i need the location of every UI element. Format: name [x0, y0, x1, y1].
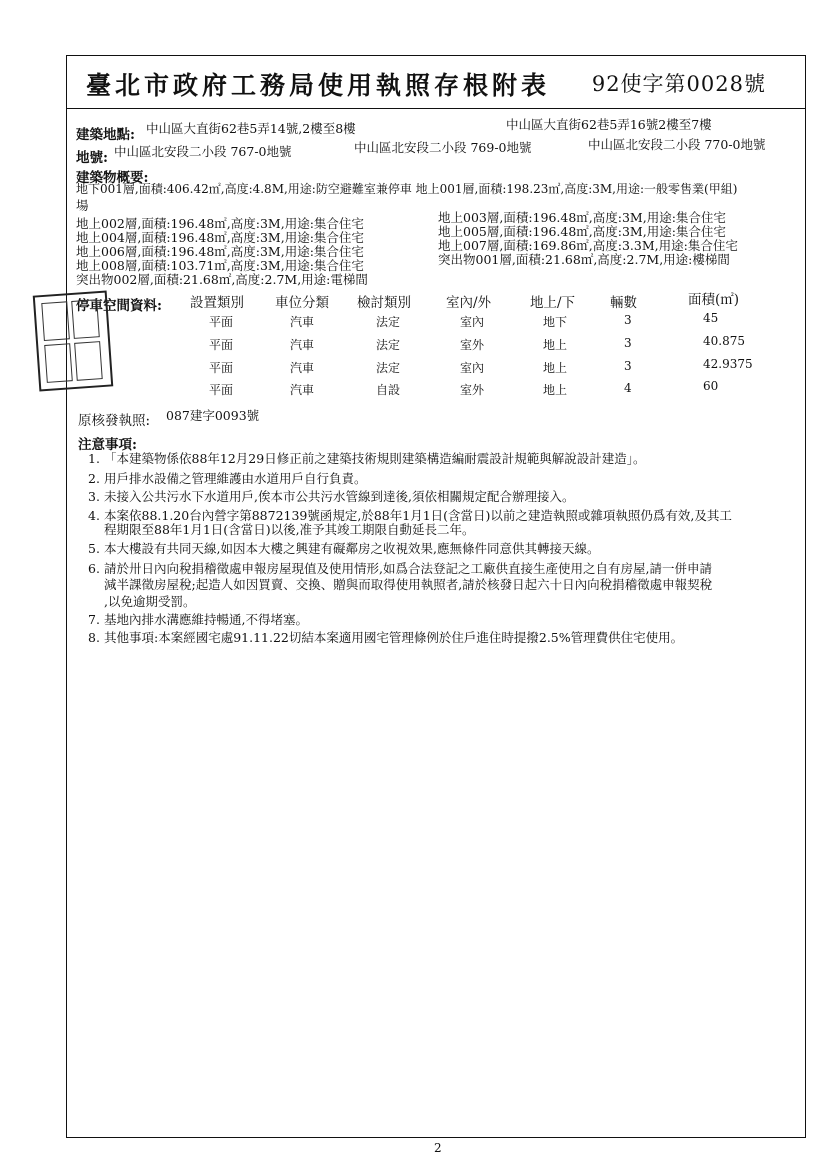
note-item — [88, 630, 683, 646]
note-item — [88, 451, 645, 467]
note-number: 4. — [88, 508, 100, 523]
note-number: 5. — [88, 541, 100, 556]
note-number: 7. — [88, 612, 100, 627]
notes-label: 注意事項: — [78, 437, 137, 453]
parking-cell: 3 — [624, 359, 632, 373]
parking-cell: 室外 — [460, 338, 485, 352]
parking-cell: 法定 — [376, 361, 401, 375]
parking-cell: 地下 — [543, 315, 568, 329]
note-item — [88, 541, 599, 557]
parking-cell: 平面 — [209, 315, 234, 329]
note-text: 未接入公共污水下水道用戶,俟本市公共污水管線到達後,須依相關規定配合辦理接入。 — [104, 489, 575, 504]
note-number: 1. — [88, 451, 100, 466]
note-text: 程期限至88年1月1日(含當日)以後,准予其竣工期限自動延長二年。 — [104, 522, 475, 537]
parking-header: 輛數 — [610, 295, 637, 311]
parking-cell: 42.9375 — [703, 357, 753, 371]
original-permit-label: 原核發執照: — [78, 413, 151, 429]
parking-cell: 60 — [703, 379, 719, 393]
lot-item: 中山區北安段二小段 770-0地號 — [588, 137, 766, 152]
parking-header: 車位分類 — [275, 295, 329, 311]
lot-item: 中山區北安段二小段 767-0地號 — [114, 144, 292, 159]
overview-line: 地下001層,面積:406.42㎡,高度:4.8M,用途:防空避難室兼停車 地上001層,面積:198.23㎡,高度:3M,用途:一般零售業(甲組) — [76, 182, 738, 196]
parking-cell: 45 — [703, 311, 719, 325]
overview-floor: 地上003層,面積:196.48㎡,高度:3M,用途:集合住宅 — [438, 210, 726, 225]
overview-floor: 地上006層,面積:196.48㎡,高度:3M,用途:集合住宅 — [76, 244, 364, 259]
parking-header: 面積(㎡) — [688, 292, 740, 308]
note-number: 2. — [88, 471, 100, 486]
document-title: 臺北市政府工務局使用執照存根附表 — [86, 71, 551, 100]
permit-number: 92使字第0028號 — [591, 72, 766, 96]
note-number: 3. — [88, 489, 100, 504]
note-item — [88, 489, 574, 505]
parking-cell: 3 — [624, 313, 632, 327]
parking-cell: 4 — [624, 381, 632, 395]
parking-cell: 平面 — [209, 361, 234, 375]
note-item — [88, 471, 367, 487]
location-label: 建築地點: — [76, 127, 135, 143]
overview-floor: 地上008層,面積:103.71㎡,高度:3M,用途:集合住宅 — [76, 258, 364, 273]
parking-cell: 汽車 — [290, 361, 315, 375]
parking-header: 設置類別 — [190, 295, 244, 311]
overview-line: 場 — [76, 198, 89, 213]
parking-header: 室內/外 — [446, 295, 492, 311]
lot-item: 中山區北安段二小段 769-0地號 — [354, 140, 532, 155]
note-number: 8. — [88, 630, 100, 645]
note-text: 本大樓設有共同天線,如因本大樓之興建有礙鄰房之收視效果,應無條件同意供其轉接天線。 — [104, 541, 600, 556]
official-seal-stamp — [33, 291, 114, 392]
parking-cell: 3 — [624, 336, 632, 350]
parking-label: 停車空間資料: — [76, 298, 162, 314]
parking-cell: 平面 — [209, 383, 234, 397]
parking-cell: 室內 — [460, 361, 485, 375]
header — [66, 55, 806, 109]
parking-header: 地上/下 — [530, 295, 576, 311]
parking-cell: 法定 — [376, 338, 401, 352]
note-item — [88, 561, 712, 577]
note-text: 其他事項:本案經國宅處91.11.22切結本案適用國宅管理條例於住戶進住時提撥2.5%管理費供住宅使用。 — [104, 630, 684, 645]
overview-floor: 突出物001層,面積:21.68㎡,高度:2.7M,用途:樓梯間 — [438, 252, 730, 267]
parking-cell: 地上 — [543, 338, 568, 352]
note-text: 「本建築物係依88年12月29日修正前之建築技術規則建築構造編耐震設計規範與解說設計建造」。 — [104, 451, 646, 466]
note-text: 請於卅日內向稅捐稽徵處申報房屋現值及使用情形,如爲合法登記之工廠供直接生產使用之自有房屋,請一併申請 — [104, 561, 712, 576]
note-text: 基地內排水溝應維持暢通,不得堵塞。 — [104, 612, 308, 627]
parking-cell: 地上 — [543, 383, 568, 397]
original-permit-value: 087建字0093號 — [166, 408, 260, 423]
parking-header: 檢討類別 — [357, 295, 411, 311]
location-value-right: 中山區大直街62巷5弄16號2樓至7樓 — [506, 117, 712, 132]
parking-cell: 室外 — [460, 383, 485, 397]
parking-cell: 地上 — [543, 361, 568, 375]
overview-floor: 地上005層,面積:196.48㎡,高度:3M,用途:集合住宅 — [438, 224, 726, 239]
note-item — [88, 612, 308, 628]
parking-cell: 室內 — [460, 315, 485, 329]
page-number: 2 — [434, 1141, 442, 1155]
parking-cell: 平面 — [209, 338, 234, 352]
note-text: 減半課徵房屋稅;起造人如因買賣、交換、贈與而取得使用執照者,請於核發日起六十日內向稅捐稽徵處申報契稅 — [104, 577, 713, 592]
note-text: 本案依88.1.20台內營字第8872139號函規定,於88年1月1日(含當日)以前之建造執照或雜項執照仍爲有效,及其工 — [104, 508, 732, 523]
parking-cell: 40.875 — [703, 334, 745, 348]
overview-floor: 地上002層,面積:196.48㎡,高度:3M,用途:集合住宅 — [76, 216, 364, 231]
parking-cell: 汽車 — [290, 338, 315, 352]
parking-cell: 法定 — [376, 315, 401, 329]
overview-floor: 突出物002層,面積:21.68㎡,高度:2.7M,用途:電梯間 — [76, 272, 368, 287]
lot-label: 地號: — [76, 150, 108, 166]
location-value-left: 中山區大直街62巷5弄14號,2樓至8樓 — [146, 121, 356, 136]
note-text: 用戶排水設備之管理維護由水道用戶自行負責。 — [104, 471, 367, 486]
overview-label: 建築物概要: — [76, 170, 149, 186]
note-number: 6. — [88, 561, 100, 576]
parking-cell: 汽車 — [290, 383, 315, 397]
overview-floor: 地上007層,面積:169.86㎡,高度:3.3M,用途:集合住宅 — [438, 238, 738, 253]
overview-floor: 地上004層,面積:196.48㎡,高度:3M,用途:集合住宅 — [76, 230, 364, 245]
parking-cell: 自設 — [376, 383, 401, 397]
note-text: ,以免逾期受罰。 — [104, 594, 196, 609]
parking-cell: 汽車 — [290, 315, 315, 329]
